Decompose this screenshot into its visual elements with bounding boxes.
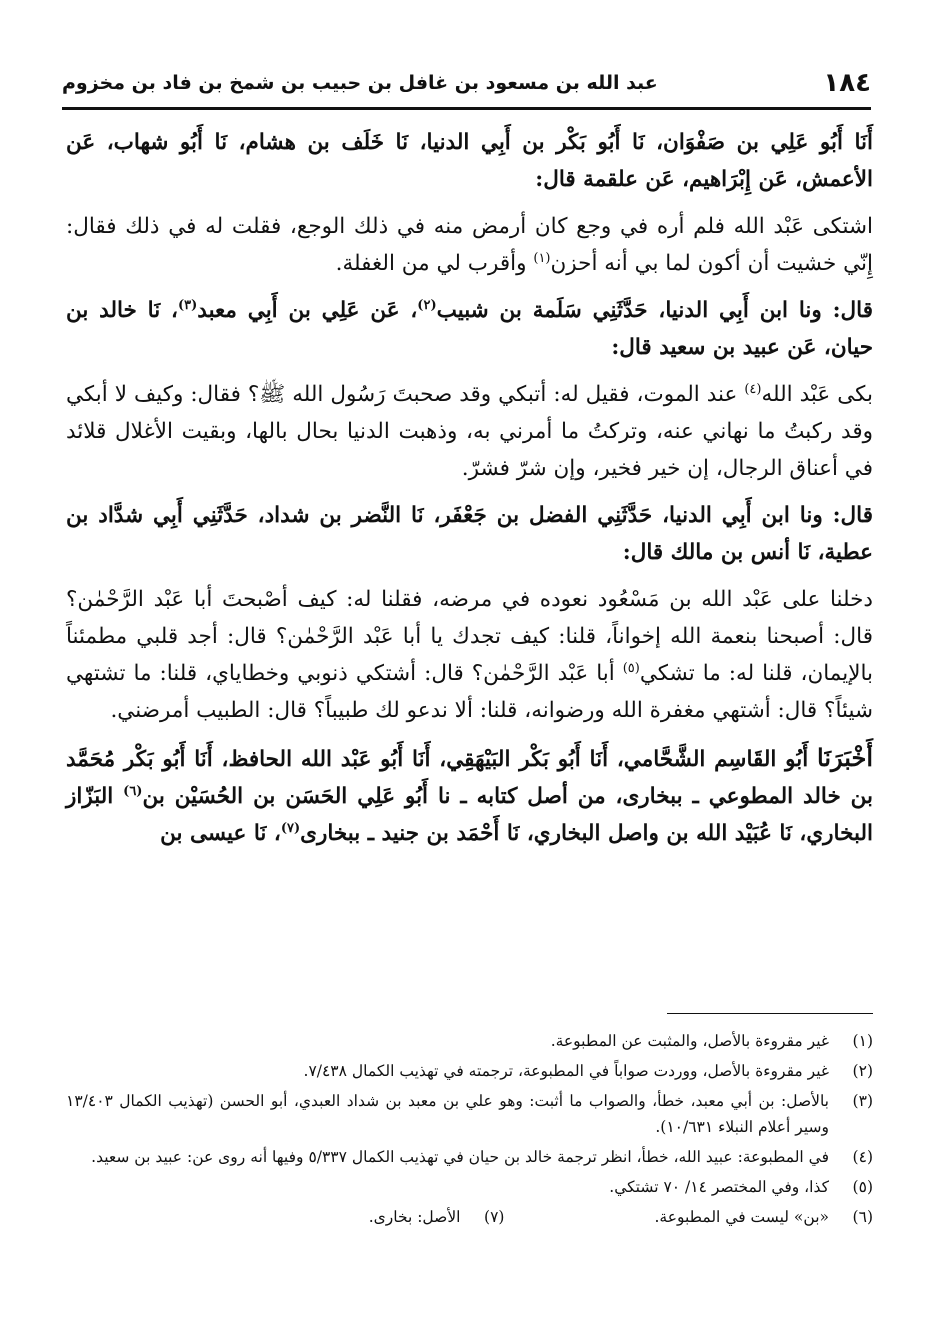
footnote-ref-5[interactable]: (٥) (622, 660, 640, 676)
paragraph-text: أَبُو القَاسِم الشَّحَّامي، أَنَا أَبُو بَكْر البَيْهَقِي، أَنَا أَبُو عَبْد الله الحافظ، أَنَا أَبُو بَكْر مُحَمَّد بن خالد المطوعي ـ ببخارى، من أصل كتابه ـ نا أَبُو عَلِي الحَسَن بن الحُسَيْن بن (66, 747, 873, 809)
paragraph-text: وأقرب لي من الغفلة. (335, 251, 534, 276)
footnote-ref-4[interactable]: (٤) (744, 381, 762, 397)
footnote-text: غير مقروءة بالأصل، والمثبت عن المطبوعة. (550, 1032, 829, 1050)
paragraph-isnad-1 (66, 124, 873, 198)
footnote-number: (٣) (852, 1092, 873, 1110)
lead-word: قال: (832, 298, 873, 323)
footnote-number: (٥) (852, 1178, 873, 1196)
footnote-text: الأصل: بخارى. (368, 1208, 461, 1226)
footnote-5 (66, 1174, 873, 1200)
paragraph-text: ونا ابن أَبِي الدنيا، حَدَّثَنِي سَلَمة بن شبيب (436, 298, 833, 323)
paragraph-text: ، نَا خالد بن حيان، عَن عبيد بن سعيد قال: (66, 298, 873, 360)
footnote-text: غير مقروءة بالأصل، ووردت صواباً في المطبوعة، ترجمته في تهذيب الكمال ٧/٤٣٨. (303, 1062, 829, 1080)
footnote-4 (66, 1144, 873, 1170)
paragraph-text: البَزّاز البخاري، نَا عُبَيْد الله بن واصل البخاري، نَا أَحْمَد بن جنيد ـ ببخارى (66, 784, 873, 846)
footnotes (66, 1028, 873, 1234)
footnote-number: (١) (852, 1032, 873, 1050)
paragraph-text: اشتكى عَبْد الله فلم أره في وجع كان أرمض منه في ذلك الوجع، فقلت له في ذلك فقال: إِنّي خشيت أن أكون لما بي أنه أحزن (66, 214, 873, 276)
paragraph-text: أَنَا أَبُو عَلِي بن صَفْوَان، نَا أَبُو بَكْر بن أَبِي الدنيا، نَا خَلَف بن هشام، نَا أَبُو شهاب، عَن الأعمش، عَن إِبْرَاهيم، عَن علقمة قال: (66, 130, 873, 192)
footnote-text: كذا، وفي المختصر ١٤/ ٧٠ تشتكي. (609, 1178, 829, 1196)
footnote-row (66, 1204, 873, 1234)
footnote-rule (667, 1013, 873, 1014)
footnote-1 (66, 1028, 873, 1054)
paragraph-text: ، عَن عَلِي بن أَبِي معبد (197, 298, 418, 323)
footnote-text: «بن» ليست في المطبوعة. (654, 1208, 829, 1226)
running-title: عبد الله بن مسعود بن غافل بن حبيب بن شمخ بن فاد بن مخزوم (62, 72, 658, 94)
paragraph-isnad-3 (66, 497, 873, 571)
paragraph-narration-1 (66, 208, 873, 282)
page-number: ١٨٤ (823, 68, 871, 98)
footnote-ref-6[interactable]: (٦) (123, 783, 143, 799)
paragraph-text: ونا ابن أَبِي الدنيا، حَدَّثَنِي الفضل بن جَعْفَر، نَا النَّضر بن شداد، حَدَّثَنِي أَبِي شدَّاد بن عطية، نَا أنس بن مالك قال: (66, 503, 873, 565)
footnote-2 (66, 1058, 873, 1084)
paragraph-isnad-4 (66, 739, 873, 852)
paragraph-text: أبا عَبْد الرَّحْمٰن؟ قال: أشتكي ذنوبي وخطاياي، قلنا: ما تشتهي شيئاً؟ قال: أشتهي مغفرة الله ورضوانه، قلنا: ألا ندعو لك طبيباً؟ قال: الطبيب أمرضني. (66, 661, 873, 723)
main-text (66, 124, 873, 862)
footnote-number: (٢) (852, 1062, 873, 1080)
paragraph-text: عند الموت، فقيل له: أتبكي وقد صحبتَ رَسُول الله ﷺ؟ فقال: وكيف لا أبكي وقد ركبتُ ما نهاني عنه، وتركتُ ما أمرني به، وذهبت الدنيا بحال بالها، وبقيت الأغلال قلائد في أعناق الرجال، إن خير فخير، وإن شرّ فشرّ. (66, 382, 873, 481)
lead-word: قال: (832, 503, 873, 528)
page-header (62, 62, 871, 104)
paragraph-narration-2 (66, 376, 873, 487)
footnote-number: (٧) (484, 1208, 505, 1226)
paragraph-text: ، نَا عيسى بن (160, 821, 281, 846)
footnote-ref-1[interactable]: (١) (533, 250, 551, 266)
footnote-6 (654, 1204, 873, 1230)
header-rule (62, 107, 871, 110)
footnote-ref-3[interactable]: (٣) (177, 297, 198, 313)
paragraph-text: بكى عَبْد الله (761, 382, 873, 407)
footnote-7 (369, 1204, 505, 1230)
footnote-3 (66, 1088, 873, 1140)
paragraph-text: دخلنا على عَبْد الله بن مَسْعُود نعوده في مرضه، فقلنا له: كيف أصْبحتَ أبا عَبْد الرَّحْمٰن؟ قال: أصبحنا بنعمة الله إخواناً، قلنا: كيف تجدك يا أبا عَبْد الرَّحْمٰن؟ قال: أجد قلبي مطمئناً بالإيمان، قلنا له: ما تشكي (66, 587, 874, 686)
lead-word: أَخْبَرَنَا (817, 743, 873, 772)
footnote-text: في المطبوعة: عبيد الله، خطأ، انظر ترجمة خالد بن حيان في تهذيب الكمال ٥/٣٣٧ وفيها أنه روى عن: عبيد بن سعيد. (91, 1148, 829, 1166)
footnote-ref-7[interactable]: (٧) (280, 820, 301, 836)
paragraph-narration-3 (66, 581, 873, 729)
footnote-number: (٦) (852, 1208, 873, 1226)
footnote-text: بالأصل: بن أبي معبد، خطأ، والصواب ما أثبت: وهو علي بن معبد بن شداد العبدي، أبو الحسن (تهذيب الكمال ١٣/٤٠٣ وسير أعلام النبلاء ١٠/٦٣١). (66, 1092, 829, 1136)
footnote-ref-2[interactable]: (٢) (417, 297, 437, 313)
footnote-number: (٤) (852, 1148, 873, 1166)
paragraph-isnad-2 (66, 292, 873, 366)
